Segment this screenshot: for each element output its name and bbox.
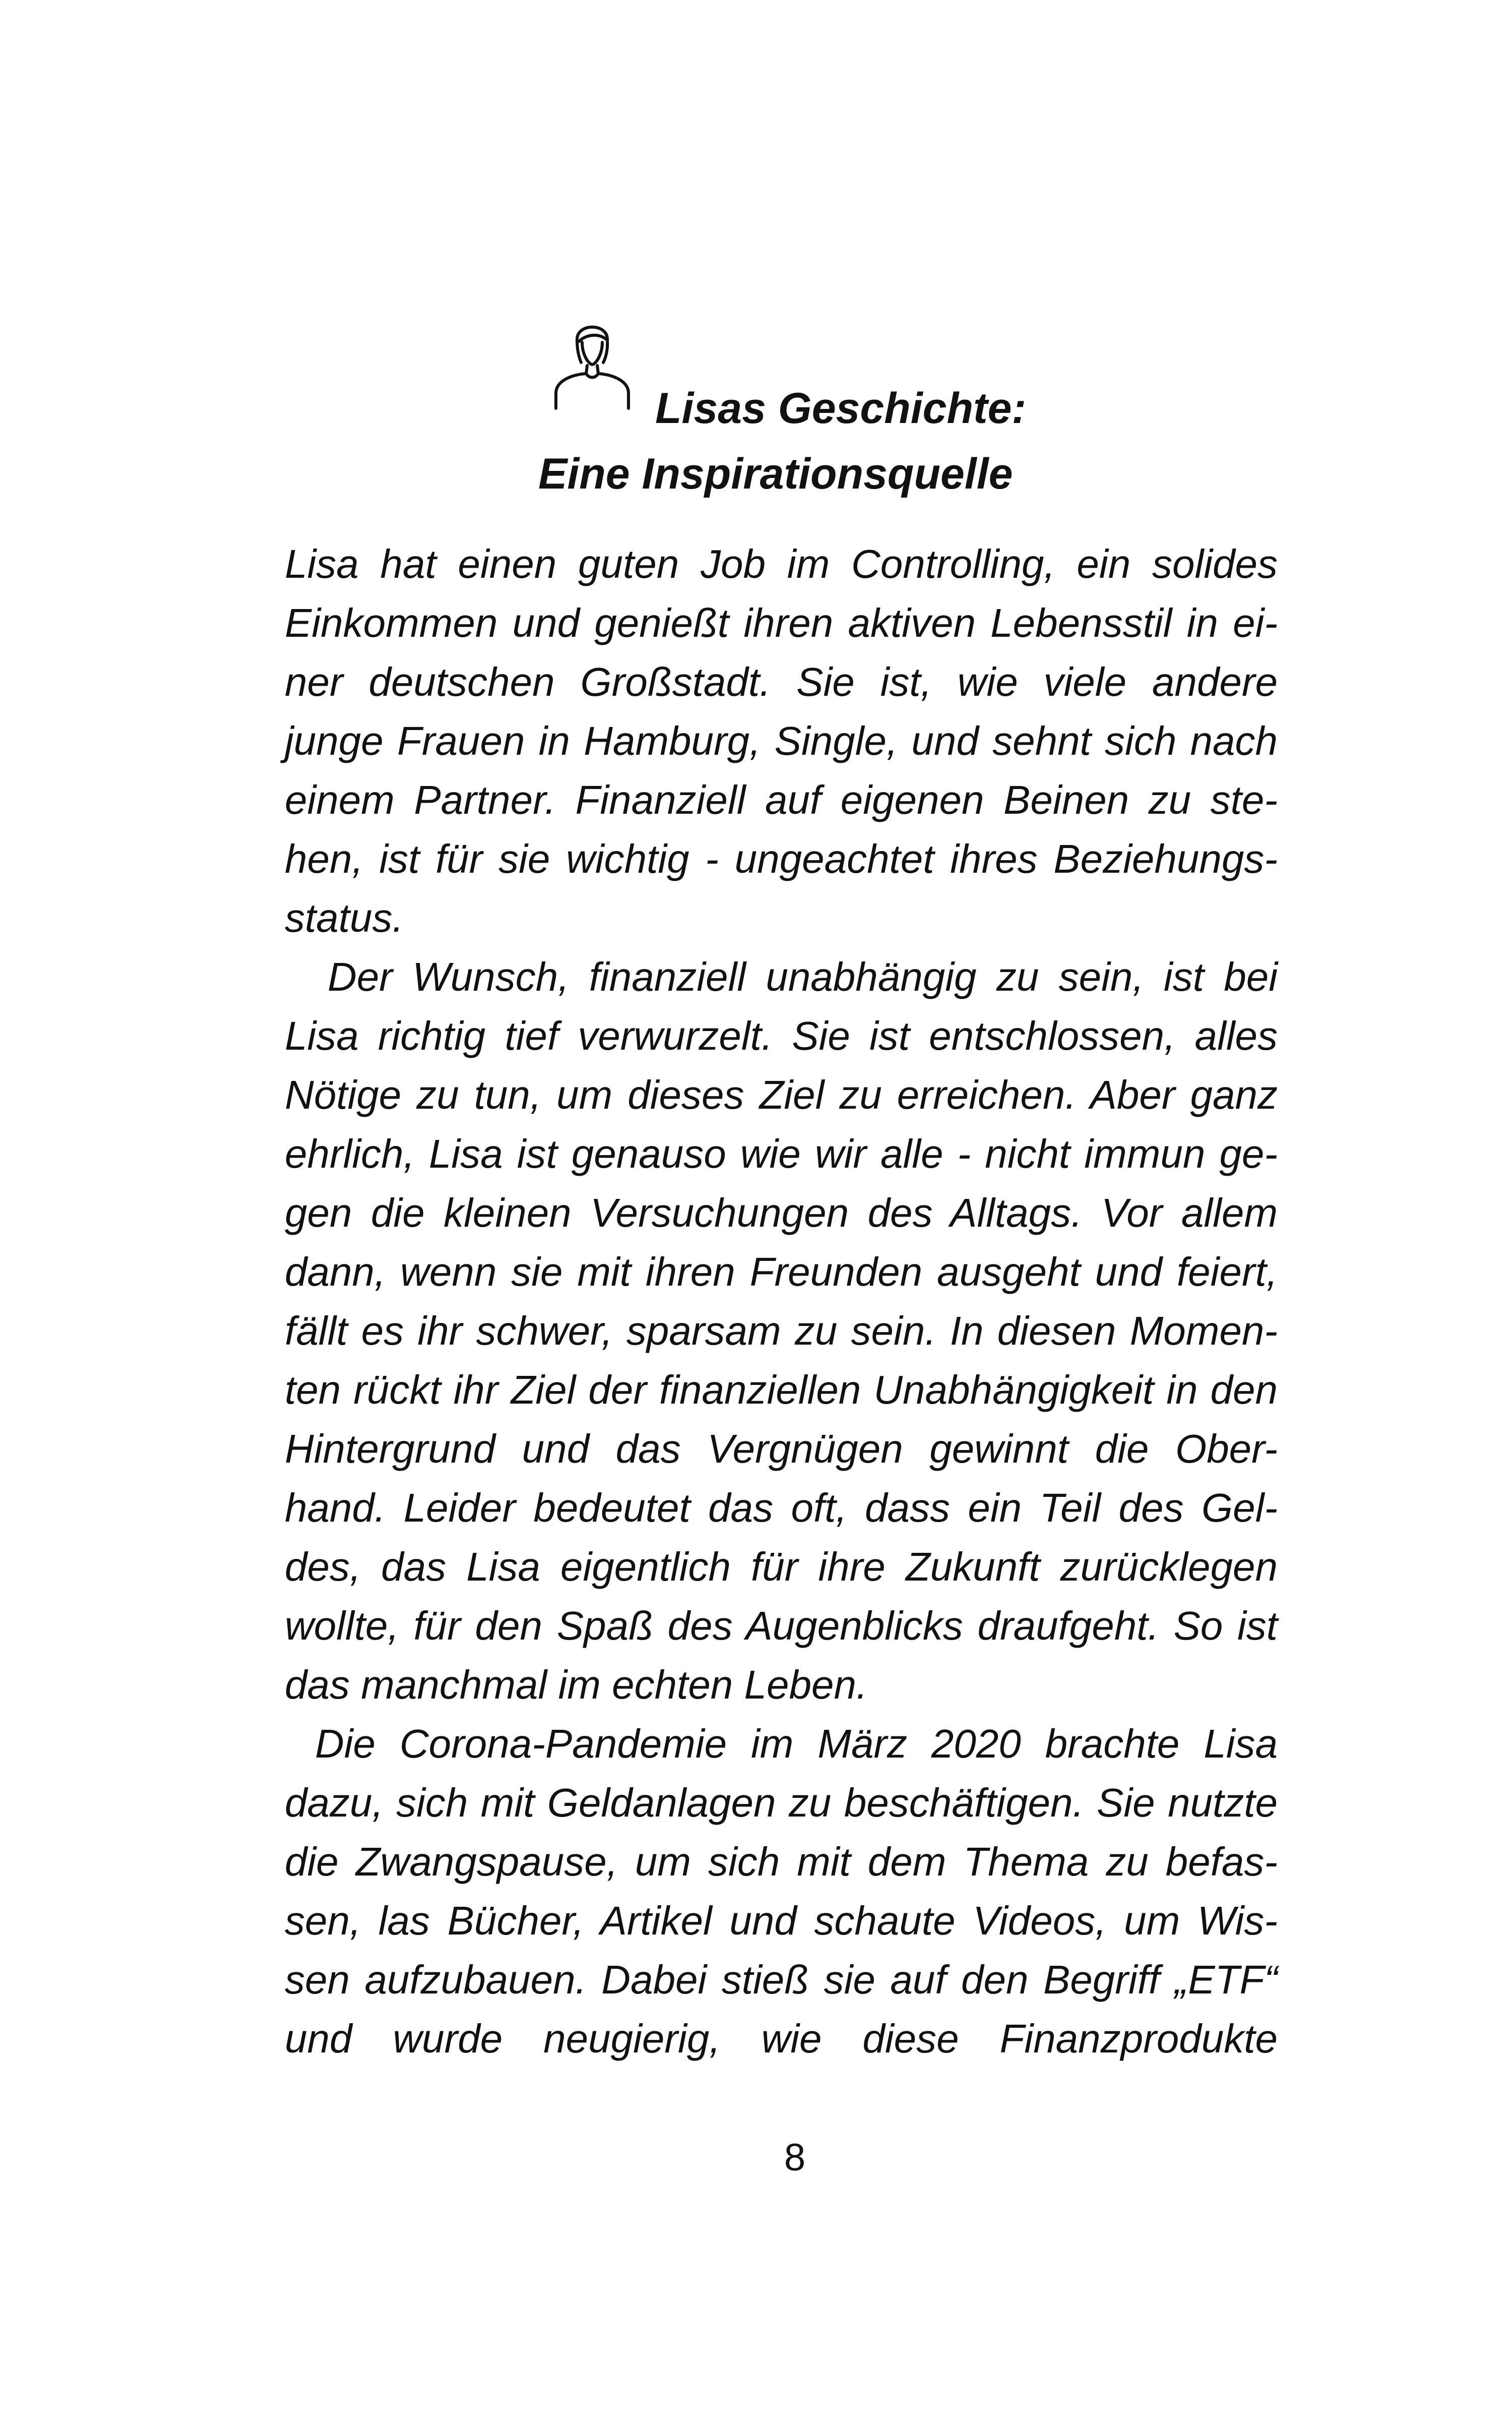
page-number: 8 [784,2136,806,2179]
text-line: Einkommen und genießt ihren aktiven Lebensstil in ei- [285,600,1278,645]
text-line: dazu, sich mit Geldanlagen zu beschäftigen. Sie nutzte [285,1780,1278,1825]
chapter-title-line-2: Eine Inspirationsquelle [538,450,1013,498]
text-line: sen aufzubauen. Dabei stieß sie auf den Begriff „ETF“ [285,1957,1278,2002]
body-text [285,534,1278,2068]
text-line: einem Partner. Finanziell auf eigenen Beinen zu ste- [285,777,1278,822]
woman-person-icon [547,310,638,411]
text-line: ner deutschen Großstadt. Sie ist, wie viele andere [285,659,1278,704]
text-line: status. [285,895,404,940]
paragraph-1 [285,534,1278,947]
text-line: Hintergrund und das Vergnügen gewinnt die Ober- [285,1426,1278,1471]
paragraph-2 [285,947,1278,1714]
text-line: ten rückt ihr Ziel der finanziellen Unabhängigkeit in den [285,1367,1278,1412]
text-line: ehrlich, Lisa ist genauso wie wir alle - nicht immun ge- [285,1131,1278,1176]
text-line: die Zwangspause, um sich mit dem Thema zu befas- [285,1839,1278,1884]
text-line: hen, ist für sie wichtig - ungeachtet ihres Beziehungs- [285,836,1278,881]
text-line: das manchmal im echten Leben. [285,1662,868,1707]
text-line: sen, las Bücher, Artikel und schaute Videos, um Wis- [285,1898,1278,1943]
text-line: des, das Lisa eigentlich für ihre Zukunft zurücklegen [285,1544,1278,1589]
text-line: fällt es ihr schwer, sparsam zu sein. In diesen Momen- [285,1308,1278,1353]
paragraph-3 [285,1714,1278,2068]
text-line: junge Frauen in Hamburg, Single, und sehnt sich nach [285,718,1278,763]
chapter-title-line-1: Lisas Geschichte: [655,384,1027,433]
text-line: Der Wunsch, finanziell unabhängig zu sein, ist bei [328,954,1278,999]
text-line: gen die kleinen Versuchungen des Alltags. Vor allem [285,1190,1278,1235]
text-line: Lisa hat einen guten Job im Controlling, ein solides [285,541,1278,586]
text-line: Die Corona-Pandemie im März 2020 brachte Lisa [315,1721,1278,1766]
text-line: dann, wenn sie mit ihren Freunden ausgeht und feiert, [285,1249,1278,1294]
text-line: Lisa richtig tief verwurzelt. Sie ist entschlossen, alles [285,1013,1278,1058]
text-line: und wurde neugierig, wie diese Finanzprodukte [285,2016,1278,2061]
text-line: Nötige zu tun, um dieses Ziel zu erreichen. Aber ganz [285,1072,1278,1117]
text-line: wollte, für den Spaß des Augenblicks draufgeht. So ist [285,1603,1278,1648]
text-line: hand. Leider bedeutet das oft, dass ein Teil des Gel- [285,1485,1278,1530]
